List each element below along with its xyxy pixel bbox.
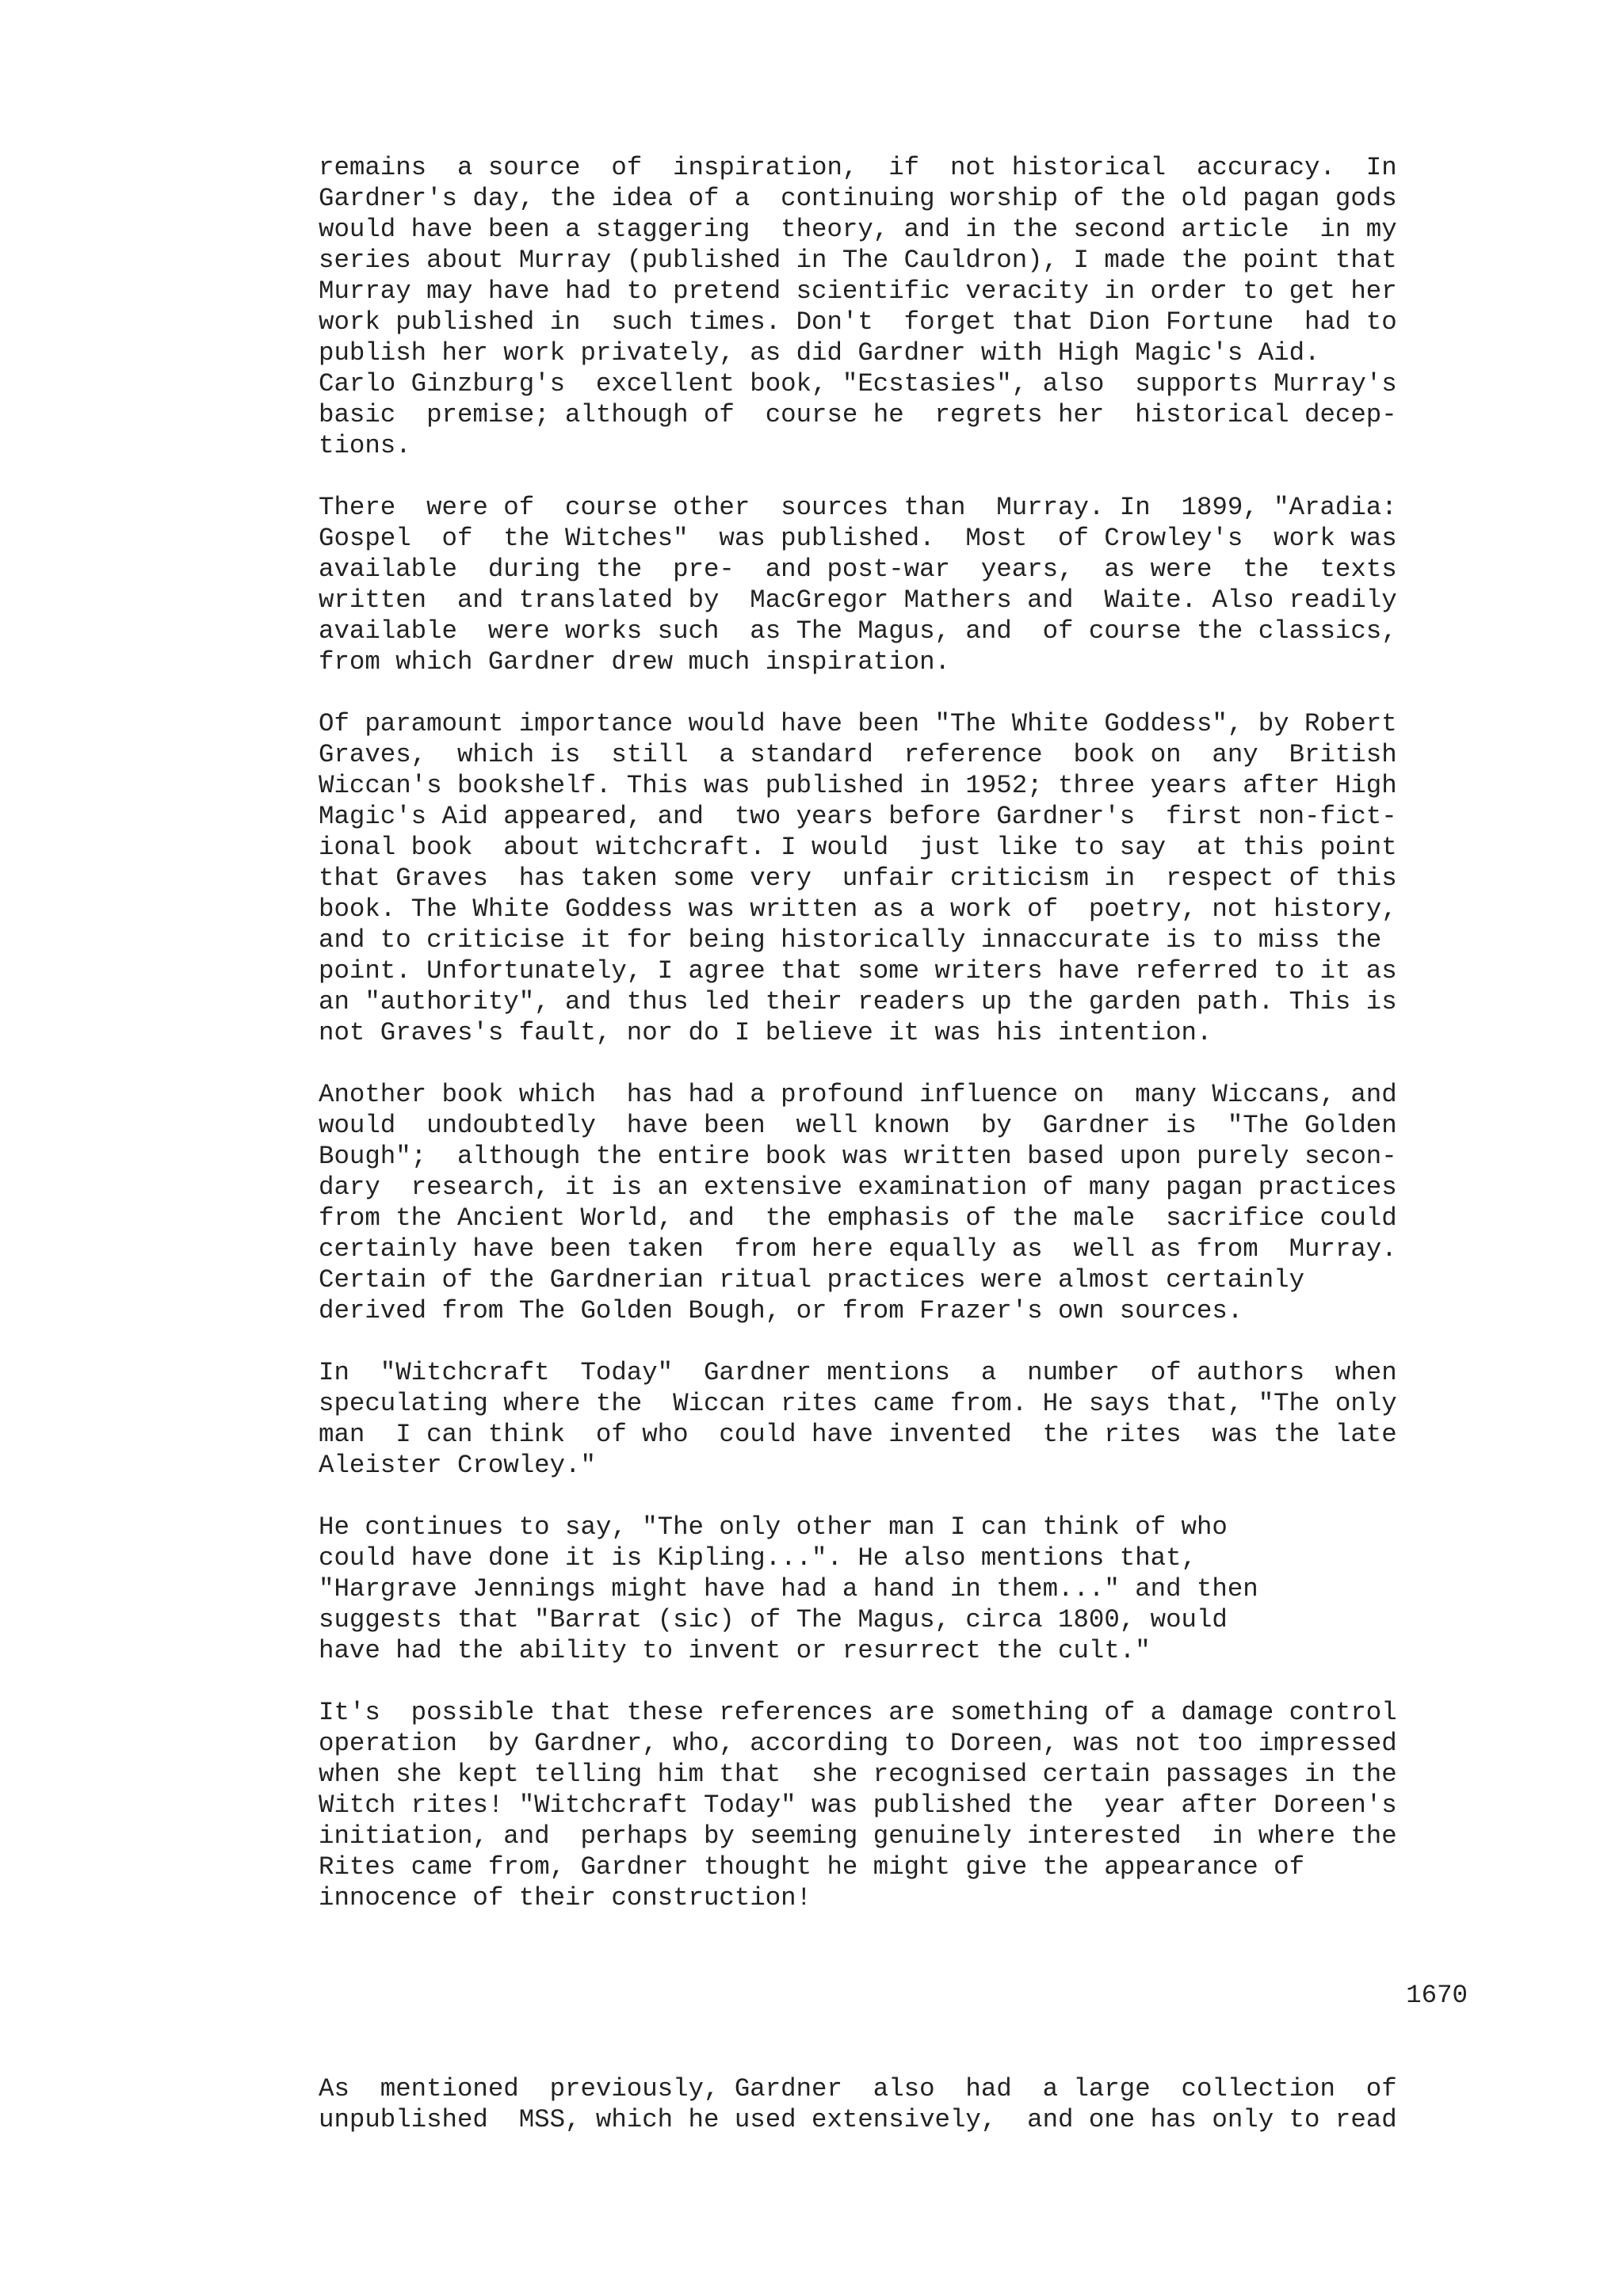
text-line: suggests that "Barrat (sic) of The Magus, circa 1800, would (319, 1605, 1228, 1634)
text-line: could have done it is Kipling...". He also mentions that, (319, 1543, 1197, 1573)
text-line: Graves, which is still a standard reference book on any British (319, 740, 1397, 769)
text-line: an "authority", and thus led their readers up the garden path. This is (319, 987, 1397, 1016)
paragraph-witchcraft-today (319, 1357, 1476, 1481)
text-line: Another book which has had a profound influence on many Wiccans, and (319, 1080, 1397, 1109)
text-line: dary research, it is an extensive examination of many pagan practices (319, 1173, 1397, 1202)
paragraph-other-sources (319, 492, 1476, 677)
text-line: available during the pre- and post-war years, as were the texts (319, 555, 1397, 584)
text-line: As mentioned previously, Gardner also had a large collection of (319, 2074, 1397, 2103)
text-line: He continues to say, "The only other man I can think of who (319, 1512, 1228, 1542)
text-line: series about Murray (published in The Cauldron), I made the point that (319, 246, 1397, 275)
text-line: Rites came from, Gardner thought he might give the appearance of (319, 1852, 1305, 1882)
text-line: available were works such as The Magus, and of course the classics, (319, 616, 1397, 646)
text-line: from which Gardner drew much inspiration. (319, 647, 950, 677)
text-line: Wiccan's bookshelf. This was published in 1952; three years after High (319, 771, 1397, 800)
text-line: derived from The Golden Bough, or from Frazer's own sources. (319, 1296, 1243, 1325)
paragraph-white-goddess (319, 708, 1476, 1048)
text-line: certainly have been taken from here equally as well as from Murray. (319, 1234, 1397, 1264)
text-line: basic premise; although of course he regrets her historical decep- (319, 400, 1397, 429)
paragraph-golden-bough (319, 1079, 1476, 1326)
text-line: would have been a staggering theory, and in the second article in my (319, 215, 1397, 244)
text-line: book. The White Goddess was written as a work of poetry, not history, (319, 894, 1397, 924)
text-line: ional book about witchcraft. I would just like to say at this point (319, 833, 1397, 862)
paragraph-damage-control (319, 1697, 1476, 1913)
paragraph-unpublished-mss (319, 2073, 1476, 2135)
text-line: remains a source of inspiration, if not historical accuracy. In (319, 153, 1397, 182)
text-line: "Hargrave Jennings might have had a hand in them..." and then (319, 1574, 1258, 1604)
text-line: not Graves's fault, nor do I believe it was his intention. (319, 1018, 1212, 1047)
text-line: Murray may have had to pretend scientific veracity in order to get her (319, 277, 1397, 306)
text-line: speculating where the Wiccan rites came from. He says that, "The only (319, 1389, 1397, 1418)
text-line: Aleister Crowley." (319, 1451, 596, 1480)
text-line: Witch rites! "Witchcraft Today" was published the year after Doreen's (319, 1791, 1397, 1820)
text-line: tions. (319, 431, 411, 460)
text-line: Carlo Ginzburg's excellent book, "Ecstasies", also supports Murray's (319, 369, 1397, 399)
document-body (319, 152, 1476, 1944)
text-line: would undoubtedly have been well known by Gardner is "The Golden (319, 1111, 1397, 1140)
paragraph-murray-inspiration (319, 152, 1476, 461)
text-line: have had the ability to invent or resurrect the cult." (319, 1636, 1151, 1665)
text-line: point. Unfortunately, I agree that some writers have referred to it as (319, 956, 1397, 986)
text-line: and to criticise it for being historically innaccurate is to miss the (319, 925, 1382, 955)
text-line: It's possible that these references are something of a damage control (319, 1698, 1397, 1727)
text-line: Bough"; although the entire book was written based upon purely secon- (319, 1142, 1397, 1171)
text-line: unpublished MSS, which he used extensively, and one has only to read (319, 2105, 1397, 2134)
text-line: innocence of their construction! (319, 1883, 812, 1913)
text-line: Gardner's day, the idea of a continuing worship of the old pagan gods (319, 184, 1397, 213)
text-line: initiation, and perhaps by seeming genuinely interested in where the (319, 1821, 1397, 1851)
text-line: written and translated by MacGregor Mathers and Waite. Also readily (319, 585, 1397, 615)
page-number: 1670 (1406, 1981, 1468, 2010)
text-line: that Graves has taken some very unfair criticism in respect of this (319, 864, 1397, 893)
paragraph-kipling (319, 1512, 1476, 1666)
text-line: man I can think of who could have invented the rites was the late (319, 1420, 1397, 1449)
text-line: publish her work privately, as did Gardner with High Magic's Aid. (319, 338, 1320, 368)
text-line: Gospel of the Witches" was published. Most of Crowley's work was (319, 524, 1397, 553)
text-line: operation by Gardner, who, according to Doreen, was not too impressed (319, 1729, 1397, 1758)
text-line: from the Ancient World, and the emphasis of the male sacrifice could (319, 1203, 1397, 1233)
text-line: There were of course other sources than Murray. In 1899, "Aradia: (319, 493, 1397, 522)
text-line: Of paramount importance would have been "The White Goddess", by Robert (319, 709, 1397, 738)
text-line: work published in such times. Don't forget that Dion Fortune had to (319, 307, 1397, 337)
text-line: when she kept telling him that she recognised certain passages in the (319, 1760, 1397, 1789)
text-line: In "Witchcraft Today" Gardner mentions a number of authors when (319, 1358, 1397, 1387)
text-line: Magic's Aid appeared, and two years before Gardner's first non-fict- (319, 802, 1397, 831)
text-line: Certain of the Gardnerian ritual practices were almost certainly (319, 1265, 1305, 1295)
